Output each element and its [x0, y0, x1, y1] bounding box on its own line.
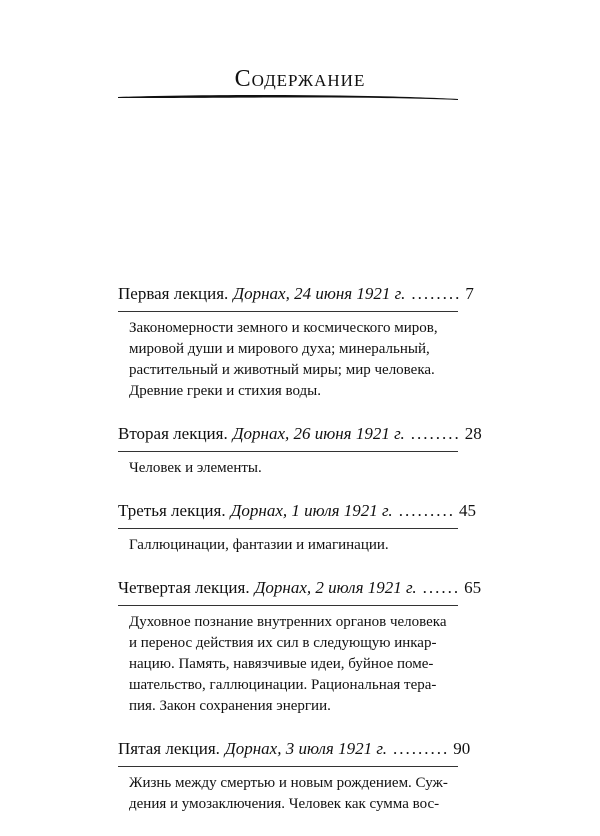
toc-entry-line[interactable]	[118, 423, 482, 445]
page-number: 90	[453, 739, 471, 758]
lecture-place-date: Дорнах, 1 июля 1921 г.	[230, 501, 393, 520]
title-rule	[118, 92, 458, 102]
lecture-title: Вторая лекция.	[118, 424, 228, 443]
lecture-title: Четвертая лекция.	[118, 578, 250, 597]
lecture-title: Первая лекция.	[118, 284, 229, 303]
page-title: Содержание	[234, 66, 366, 92]
toc-entry-5	[118, 738, 471, 815]
page-number: 45	[458, 501, 476, 520]
lecture-place-date: Дорнах, 24 июня 1921 г.	[233, 284, 406, 303]
lecture-title: Пятая лекция.	[118, 739, 220, 758]
page-number: 7	[465, 284, 474, 303]
page-number: 65	[464, 578, 482, 597]
toc-entry-line[interactable]	[118, 738, 471, 760]
dot-leader: .........	[398, 501, 455, 520]
lecture-place-date: Дорнах, 26 июня 1921 г.	[232, 424, 405, 443]
lecture-title: Третья лекция.	[118, 501, 226, 520]
entry-separator	[118, 766, 458, 767]
toc-entry-line[interactable]	[118, 500, 476, 522]
lecture-place-date: Дорнах, 2 июля 1921 г.	[254, 578, 417, 597]
entry-separator	[118, 605, 458, 606]
lecture-summary: Закономерности земного и космического миров, мировой души и мирового духа; минеральный, растительный и животный миры; мир человека. Древние греки и стихия воды.	[129, 320, 438, 399]
toc-entry-1	[118, 283, 474, 402]
entry-separator	[118, 311, 458, 312]
dot-leader: ........	[410, 424, 461, 443]
toc-entry-2	[118, 423, 482, 479]
lecture-summary: Духовное познание внутренних органов человека и перенос действия их сил в следующую инкар- нацию. Память, навязчивые идеи, буйное поме- шательство, галлюцинации. Рациональная тера- пия. Закон сохранения энергии.	[129, 614, 447, 714]
lecture-summary: Галлюцинации, фантазии и имагинации.	[129, 537, 389, 553]
toc-entry-4	[118, 577, 482, 717]
toc-entry-line[interactable]	[118, 577, 482, 599]
dot-leader: ........	[411, 284, 462, 303]
toc-entry-line[interactable]	[118, 283, 474, 305]
toc-entry-3	[118, 500, 476, 556]
lecture-summary: Жизнь между смертью и новым рождением. Суж- дения и умозаключения. Человек как сумма вос-	[129, 775, 448, 812]
table-of-contents	[118, 283, 482, 836]
entry-separator	[118, 451, 458, 452]
dot-leader: ......	[422, 578, 461, 597]
entry-separator	[118, 528, 458, 529]
lecture-summary: Человек и элементы.	[129, 460, 262, 476]
lecture-place-date: Дорнах, 3 июля 1921 г.	[224, 739, 387, 758]
page-number: 28	[464, 424, 482, 443]
dot-leader: .........	[393, 739, 450, 758]
